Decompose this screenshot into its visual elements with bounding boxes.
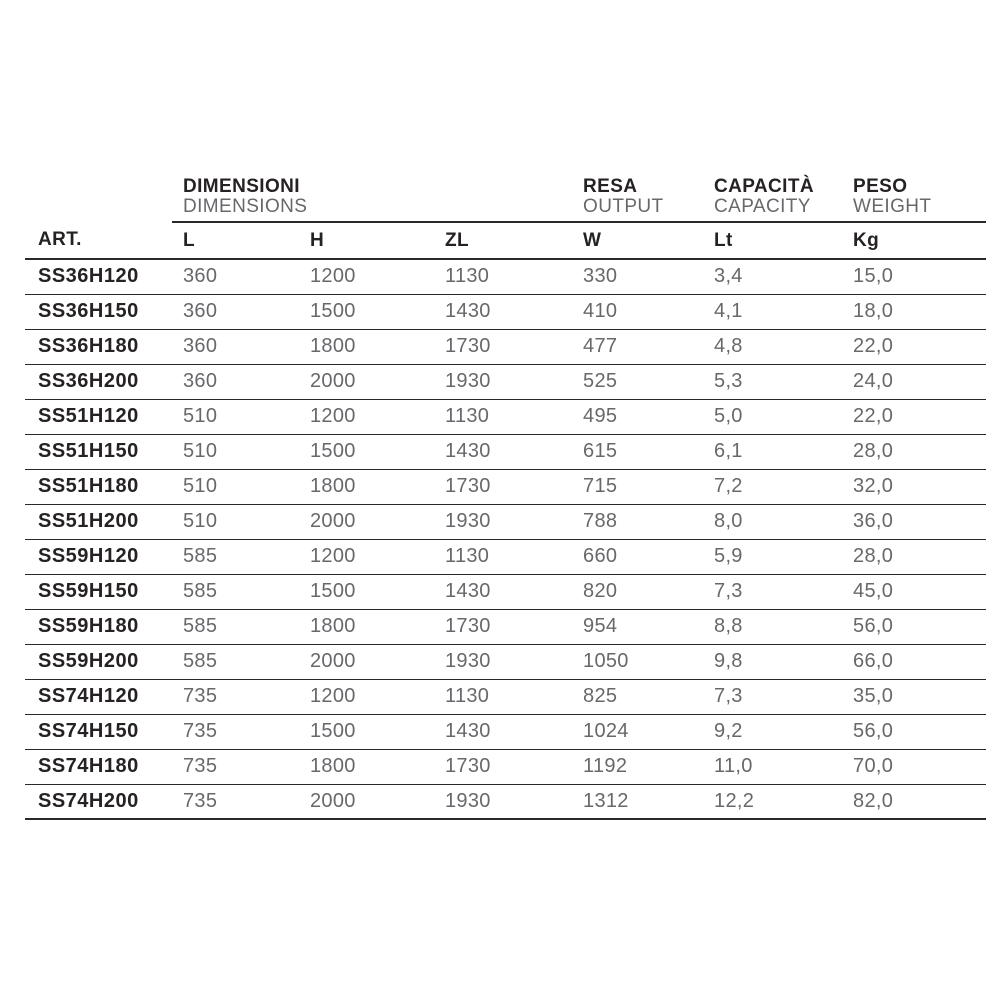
group-title: RESA [583,176,638,197]
article-code-cell: SS74H180 [38,755,139,777]
value-cell: 36,0 [853,510,894,532]
value-cell: 7,3 [714,685,743,707]
group-header-spacer [25,175,172,222]
article-code-cell: SS74H120 [38,685,139,707]
value-cell: 1930 [445,650,491,672]
value-cell: 510 [183,475,218,497]
spec-table-head [25,175,986,259]
value-cell: 1730 [445,335,491,357]
value-cell: 525 [583,370,618,392]
value-cell: 585 [183,615,218,637]
value-cell: 1024 [583,720,629,742]
value-cell: 1500 [310,440,356,462]
table-row [25,784,986,819]
value-cell: 12,2 [714,789,755,812]
table-row [25,574,986,609]
value-cell: 1930 [445,510,491,532]
value-cell: 510 [183,405,218,427]
value-cell: 11,0 [714,755,753,777]
value-cell: 32,0 [853,475,894,497]
value-cell: 1800 [310,335,356,357]
value-cell: 1200 [310,545,356,567]
value-cell: 1730 [445,475,491,497]
value-cell: 70,0 [853,755,894,777]
group-subtitle: DIMENSIONS [183,196,308,217]
table-row [25,749,986,784]
article-code-cell: SS51H120 [38,405,139,427]
value-cell: 18,0 [853,300,894,322]
article-code-cell: SS74H150 [38,720,139,742]
article-code-cell: SS59H120 [38,545,139,567]
column-header-l: L [172,222,310,259]
value-cell: 66,0 [853,650,894,672]
value-cell: 1500 [310,580,356,602]
value-cell: 510 [183,440,218,462]
value-cell: 28,0 [853,440,894,462]
value-cell: 735 [183,789,218,812]
group-subtitle: CAPACITY [714,196,811,217]
article-code-cell: SS59H180 [38,615,139,637]
table-row [25,469,986,504]
value-cell: 2000 [310,789,356,812]
value-cell: 1200 [310,685,356,707]
value-cell: 660 [583,545,618,567]
value-cell: 1130 [445,545,490,567]
value-cell: 3,4 [714,265,743,288]
article-code-cell: SS51H180 [38,475,139,497]
group-title: DIMENSIONI [183,176,300,197]
value-cell: 45,0 [853,580,894,602]
table-row [25,259,986,294]
group-subtitle: WEIGHT [853,196,932,217]
value-cell: 5,9 [714,545,743,567]
value-cell: 1130 [445,265,490,288]
column-header-lt: Lt [714,222,853,259]
column-header-art: ART. [25,222,172,259]
value-cell: 1800 [310,755,356,777]
group-header-row [25,175,986,222]
table-row [25,539,986,574]
column-header-zl: ZL [445,222,583,259]
group-subtitle: OUTPUT [583,196,664,217]
group-header-weight [853,175,986,222]
spec-table-body [25,259,986,819]
group-header-dimensions [172,175,583,222]
value-cell: 2000 [310,370,356,392]
table-row [25,399,986,434]
value-cell: 1192 [583,755,628,777]
value-cell: 1050 [583,650,629,672]
value-cell: 56,0 [853,615,894,637]
value-cell: 56,0 [853,720,894,742]
table-row [25,644,986,679]
column-header-kg: Kg [853,222,986,259]
value-cell: 735 [183,685,218,707]
value-cell: 1430 [445,440,491,462]
spec-table [25,175,986,820]
value-cell: 7,3 [714,580,743,602]
value-cell: 1500 [310,720,356,742]
value-cell: 1800 [310,475,356,497]
table-row [25,504,986,539]
value-cell: 715 [583,475,618,497]
article-code-cell: SS74H200 [38,789,139,812]
value-cell: 22,0 [853,405,894,427]
value-cell: 1500 [310,300,356,322]
value-cell: 22,0 [853,335,894,357]
value-cell: 24,0 [853,370,894,392]
column-header-w: W [583,222,714,259]
table-row [25,434,986,469]
group-header-output [583,175,714,222]
value-cell: 360 [183,300,218,322]
table-row [25,329,986,364]
value-cell: 1200 [310,405,356,427]
article-code-cell: SS51H150 [38,440,139,462]
value-cell: 1130 [445,685,490,707]
value-cell: 735 [183,755,218,777]
value-cell: 477 [583,335,618,357]
value-cell: 495 [583,405,618,427]
value-cell: 6,1 [714,440,743,462]
table-row [25,294,986,329]
value-cell: 330 [583,265,618,288]
value-cell: 5,0 [714,405,743,427]
value-cell: 510 [183,510,218,532]
value-cell: 1430 [445,720,491,742]
value-cell: 1730 [445,615,491,637]
article-code-cell: SS59H200 [38,650,139,672]
value-cell: 1130 [445,405,490,427]
value-cell: 1312 [583,789,629,812]
value-cell: 1930 [445,370,491,392]
article-code-cell: SS36H120 [38,265,139,288]
value-cell: 4,1 [714,300,743,322]
group-header-capacity [714,175,853,222]
value-cell: 2000 [310,510,356,532]
value-cell: 8,0 [714,510,743,532]
value-cell: 585 [183,650,218,672]
value-cell: 9,8 [714,650,743,672]
article-code-cell: SS36H150 [38,300,139,322]
value-cell: 15,0 [853,265,894,288]
value-cell: 954 [583,615,618,637]
value-cell: 410 [583,300,618,322]
value-cell: 1930 [445,789,491,812]
value-cell: 2000 [310,650,356,672]
value-cell: 820 [583,580,618,602]
column-header-row [25,222,986,259]
value-cell: 735 [183,720,218,742]
value-cell: 825 [583,685,618,707]
value-cell: 9,2 [714,720,743,742]
value-cell: 788 [583,510,618,532]
value-cell: 35,0 [853,685,894,707]
article-code-cell: SS36H200 [38,370,139,392]
table-row [25,714,986,749]
value-cell: 82,0 [853,789,894,812]
value-cell: 360 [183,370,218,392]
value-cell: 360 [183,335,218,357]
value-cell: 28,0 [853,545,894,567]
value-cell: 4,8 [714,335,743,357]
group-title: PESO [853,176,908,197]
value-cell: 615 [583,440,618,462]
group-title: CAPACITÀ [714,176,814,197]
value-cell: 585 [183,545,218,567]
value-cell: 8,8 [714,615,743,637]
article-code-cell: SS59H150 [38,580,139,602]
value-cell: 1730 [445,755,491,777]
value-cell: 1430 [445,580,491,602]
value-cell: 5,3 [714,370,743,392]
value-cell: 360 [183,265,218,288]
article-code-cell: SS36H180 [38,335,139,357]
value-cell: 585 [183,580,218,602]
value-cell: 1800 [310,615,356,637]
value-cell: 7,2 [714,475,743,497]
article-code-cell: SS51H200 [38,510,139,532]
table-row [25,679,986,714]
value-cell: 1200 [310,265,356,288]
table-row [25,364,986,399]
table-row [25,609,986,644]
column-header-h: H [310,222,445,259]
value-cell: 1430 [445,300,491,322]
